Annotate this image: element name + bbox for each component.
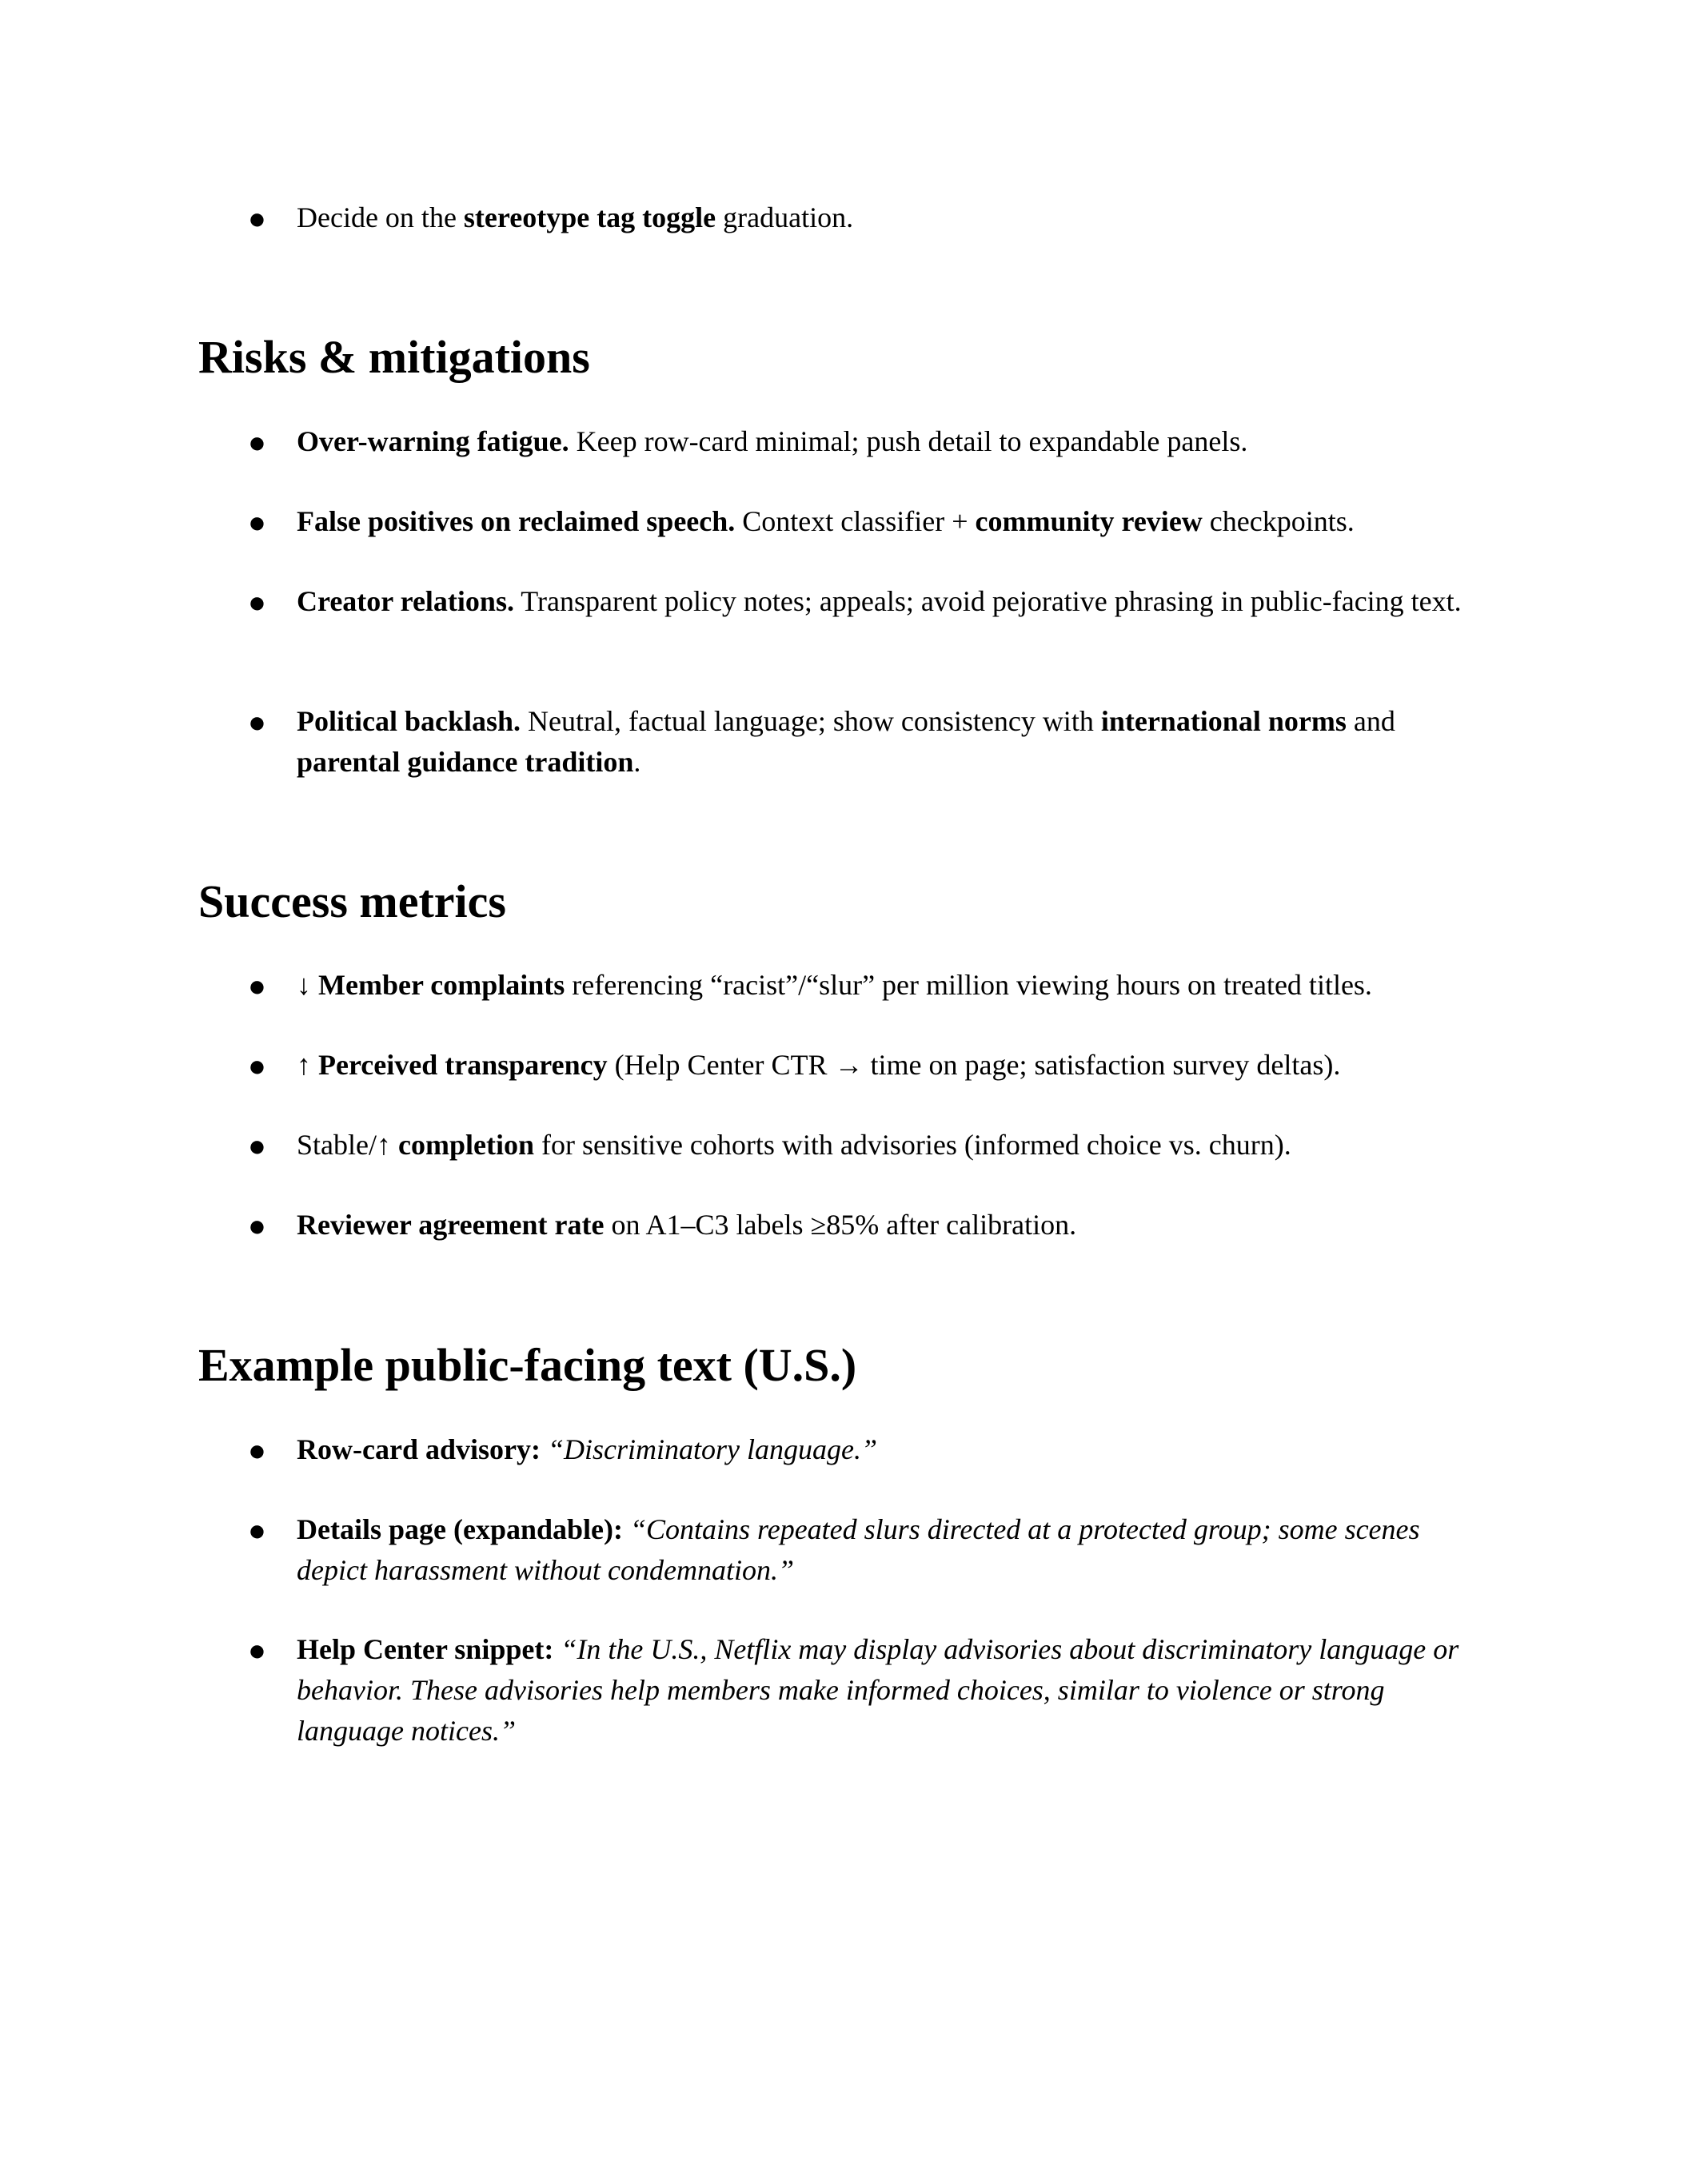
list-item: Help Center snippet: “In the U.S., Netflix may display advisories about discriminatory language or behavior. These advisories help members make informed choices, similar to violence or strong language notices.” [297, 1633, 1459, 1747]
section-heading-metrics: Success metrics [198, 875, 506, 927]
bullet-icon: ● [248, 586, 266, 620]
bullet-icon: ● [248, 706, 266, 739]
list-item: Over-warning fatigue. Keep row-card minimal; push detail to expandable panels. [297, 425, 1248, 457]
bullet-icon: ● [248, 1434, 266, 1468]
section-heading-risks: Risks & mitigations [198, 331, 590, 383]
list-item: Creator relations. Transparent policy notes; appeals; avoid pejorative phrasing in public-facing text. [297, 585, 1462, 617]
bullet-icon: ● [248, 1050, 266, 1083]
list-item: ↓ Member complaints referencing “racist”/“slur” per million viewing hours on treated titles. [297, 969, 1372, 1001]
bullet-icon: ● [248, 1130, 266, 1163]
bullet-icon: ● [248, 1210, 266, 1243]
list-item: Row-card advisory: “Discriminatory language.” [297, 1433, 877, 1465]
list-item: ↑ Perceived transparency (Help Center CTR → time on page; satisfaction survey deltas). [297, 1049, 1341, 1081]
list-item: Details page (expandable): “Contains repeated slurs directed at a protected group; some scenes depict harassment without condemnation.” [297, 1513, 1420, 1586]
list-item: Decide on the stereotype tag toggle graduation. [297, 201, 854, 233]
bullet-icon: ● [248, 202, 266, 236]
section-heading-examples: Example public-facing text (U.S.) [198, 1339, 857, 1391]
list-item: Political backlash. Neutral, factual language; show consistency with international norms and parental guidance tradition. [297, 705, 1395, 778]
list-item: False positives on reclaimed speech. Context classifier + community review checkpoints. [297, 505, 1355, 537]
bullet-icon: ● [248, 506, 266, 540]
bullet-icon: ● [248, 1634, 266, 1668]
list-item: Stable/↑ completion for sensitive cohorts with advisories (informed choice vs. churn). [297, 1129, 1291, 1161]
bullet-icon: ● [248, 970, 266, 1003]
bullet-icon: ● [248, 1514, 266, 1548]
bullet-icon: ● [248, 426, 266, 460]
list-item: Reviewer agreement rate on A1–C3 labels ≥85% after calibration. [297, 1209, 1077, 1241]
